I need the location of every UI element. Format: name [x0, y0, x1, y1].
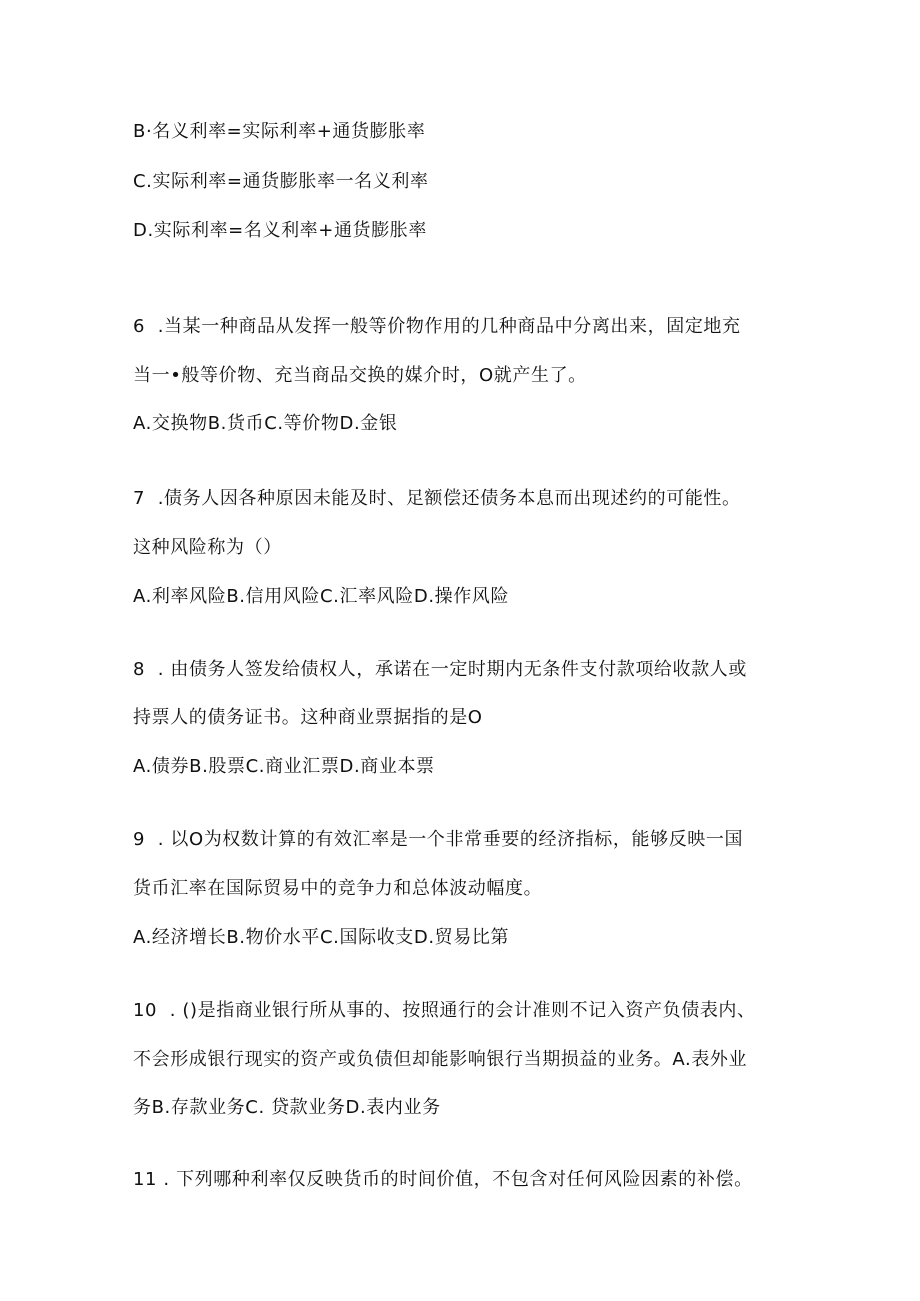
- question-6-options: A.交换物B.货币C.等价物D.金银: [133, 413, 398, 434]
- question-8-options: A.债券B.股票C.商业汇票D.商业本票: [133, 756, 435, 777]
- option-d-q5: D.实际利率=名义利率+通货膨胀率: [133, 220, 427, 241]
- question-6-line-2: 当一•般等价物、充当商品交换的媒介时，O就产生了。: [133, 365, 587, 386]
- question-9-line-2: 货币汇率在国际贸易中的竞争力和总体波动幅度。: [133, 878, 543, 899]
- question-9-options: A.经济增长B.物价水平C.国际收支D.贸易比第: [133, 927, 510, 948]
- question-6-line-1: 6 .当某一种商品从发挥一般等价物作用的几种商品中分离出来，固定地充: [133, 316, 741, 337]
- question-7-options: A.利率风险B.信用风险C.汇率风险D.操作风险: [133, 586, 510, 607]
- question-10-line-3: 务B.存款业务C. 贷款业务D.表内业务: [133, 1097, 441, 1118]
- question-8-line-1: 8 . 由债务人签发给债权人，承诺在一定时期内无条件支付款项给收款人或: [133, 659, 747, 680]
- question-9-line-1: 9 . 以O为权数计算的有效汇率是一个非常垂要的经济指标，能够反映一国: [133, 829, 744, 850]
- question-10-line-1: 10 . ()是指商业银行所从事的、按照通行的会计准则不记入资产负债表内、: [133, 1000, 756, 1021]
- question-11-line-1: 11 . 下列哪种利率仅反映货币的时间价值，不包含对任何风险因素的补偿。: [133, 1169, 753, 1190]
- question-10-line-2: 不会形成银行现实的资产或负债但却能影响银行当期损益的业务。A.表外业: [133, 1049, 748, 1070]
- question-7-line-2: 这种风险称为（）: [133, 537, 282, 558]
- question-8-line-2: 持票人的债务证书。这种商业票据指的是O: [133, 707, 483, 728]
- option-b-q5: B·名义利率=实际利率+通货膨胀率: [133, 121, 426, 142]
- question-7-line-1: 7 .债务人因各种原因未能及时、足额偿还债务本息而出现述约的可能性。: [133, 488, 741, 509]
- option-c-q5: C.实际利率=通货膨胀率一名义利率: [133, 171, 429, 192]
